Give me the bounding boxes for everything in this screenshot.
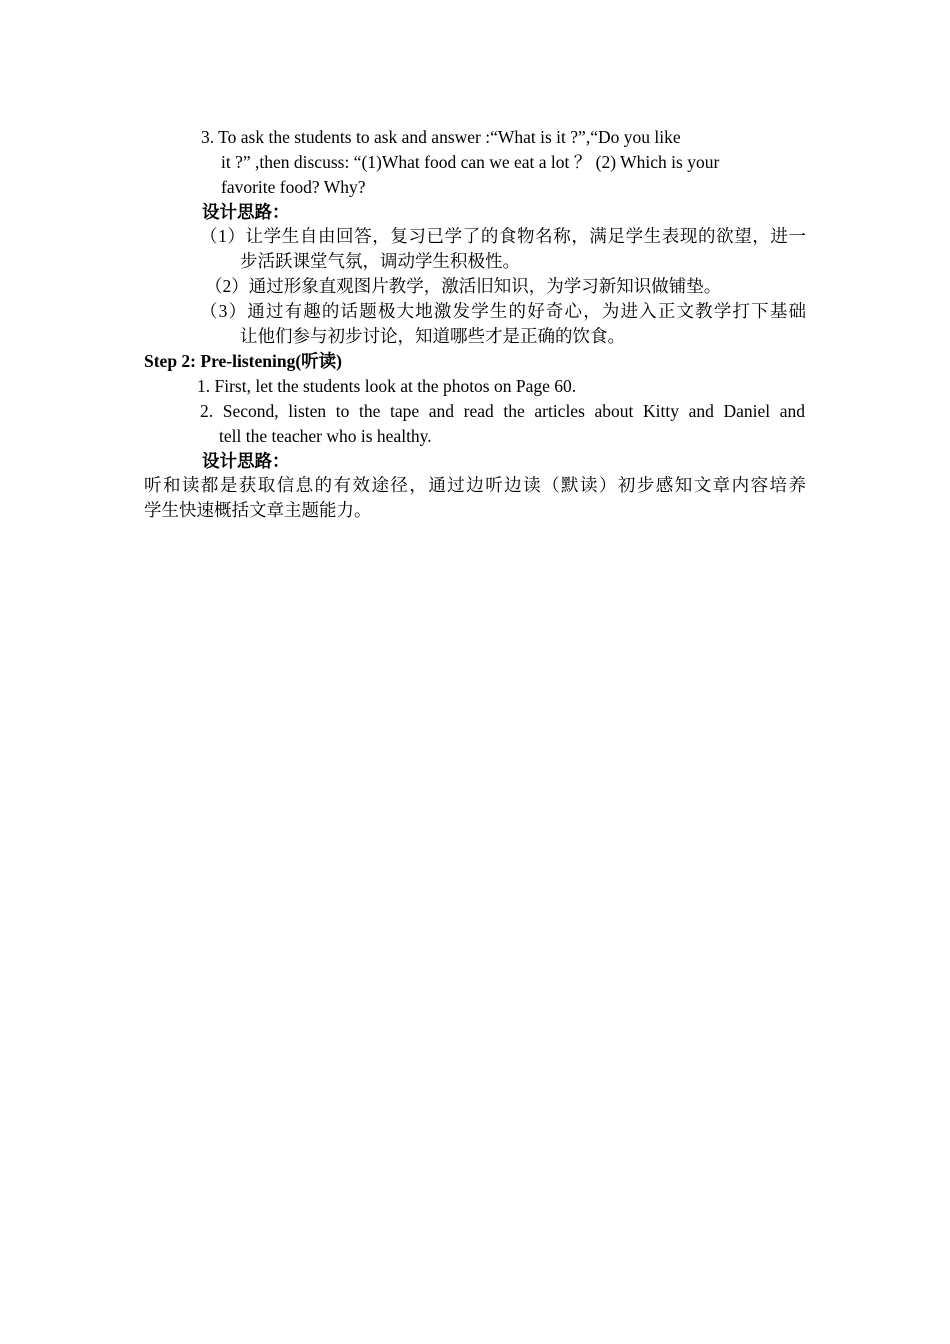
design-point-3-line1: （3）通过有趣的话题极大地激发学生的好奇心，为进入正文教学打下基础 (200, 301, 806, 321)
design-heading-1: 设计思路： (202, 202, 290, 222)
step1-item3-line3: favorite food? Why? (221, 177, 366, 197)
design-point-3-line2: 让他们参与初步讨论，知道哪些才是正确的饮食。 (240, 326, 625, 346)
step2-item1: 1. First, let the students look at the photos on Page 60. (197, 376, 577, 396)
step1-item3-line1: 3. To ask the students to ask and answer :“What is it ?”,“Do you like (201, 127, 681, 147)
step1-item3-line2: it ?” ,then discuss: “(1)What food can we eat a lot ？ (2) Which is your (221, 152, 720, 172)
design-point-1-line1: （1）让学生自由回答，复习已学了的食物名称，满足学生表现的欲望，进一 (200, 226, 806, 246)
design-paragraph-line1: 听和读都是获取信息的有效途径，通过边听边读（默读）初步感知文章内容培养 (144, 475, 806, 495)
design-point-2-line1: （2）通过形象直观图片教学，激活旧知识，为学习新知识做铺垫。 (205, 276, 722, 296)
design-paragraph-line2: 学生快速概括文章主题能力。 (144, 500, 372, 520)
step2-item2-line2: tell the teacher who is healthy. (219, 426, 432, 446)
step2-title: Step 2: Pre-listening(听读) (144, 351, 342, 371)
design-point-1-line2: 步活跃课堂气氛，调动学生积极性。 (240, 251, 520, 271)
step2-item2-line1: 2. Second, listen to the tape and read the articles about Kitty and Daniel and (200, 401, 805, 421)
design-heading-2: 设计思路： (202, 451, 290, 471)
